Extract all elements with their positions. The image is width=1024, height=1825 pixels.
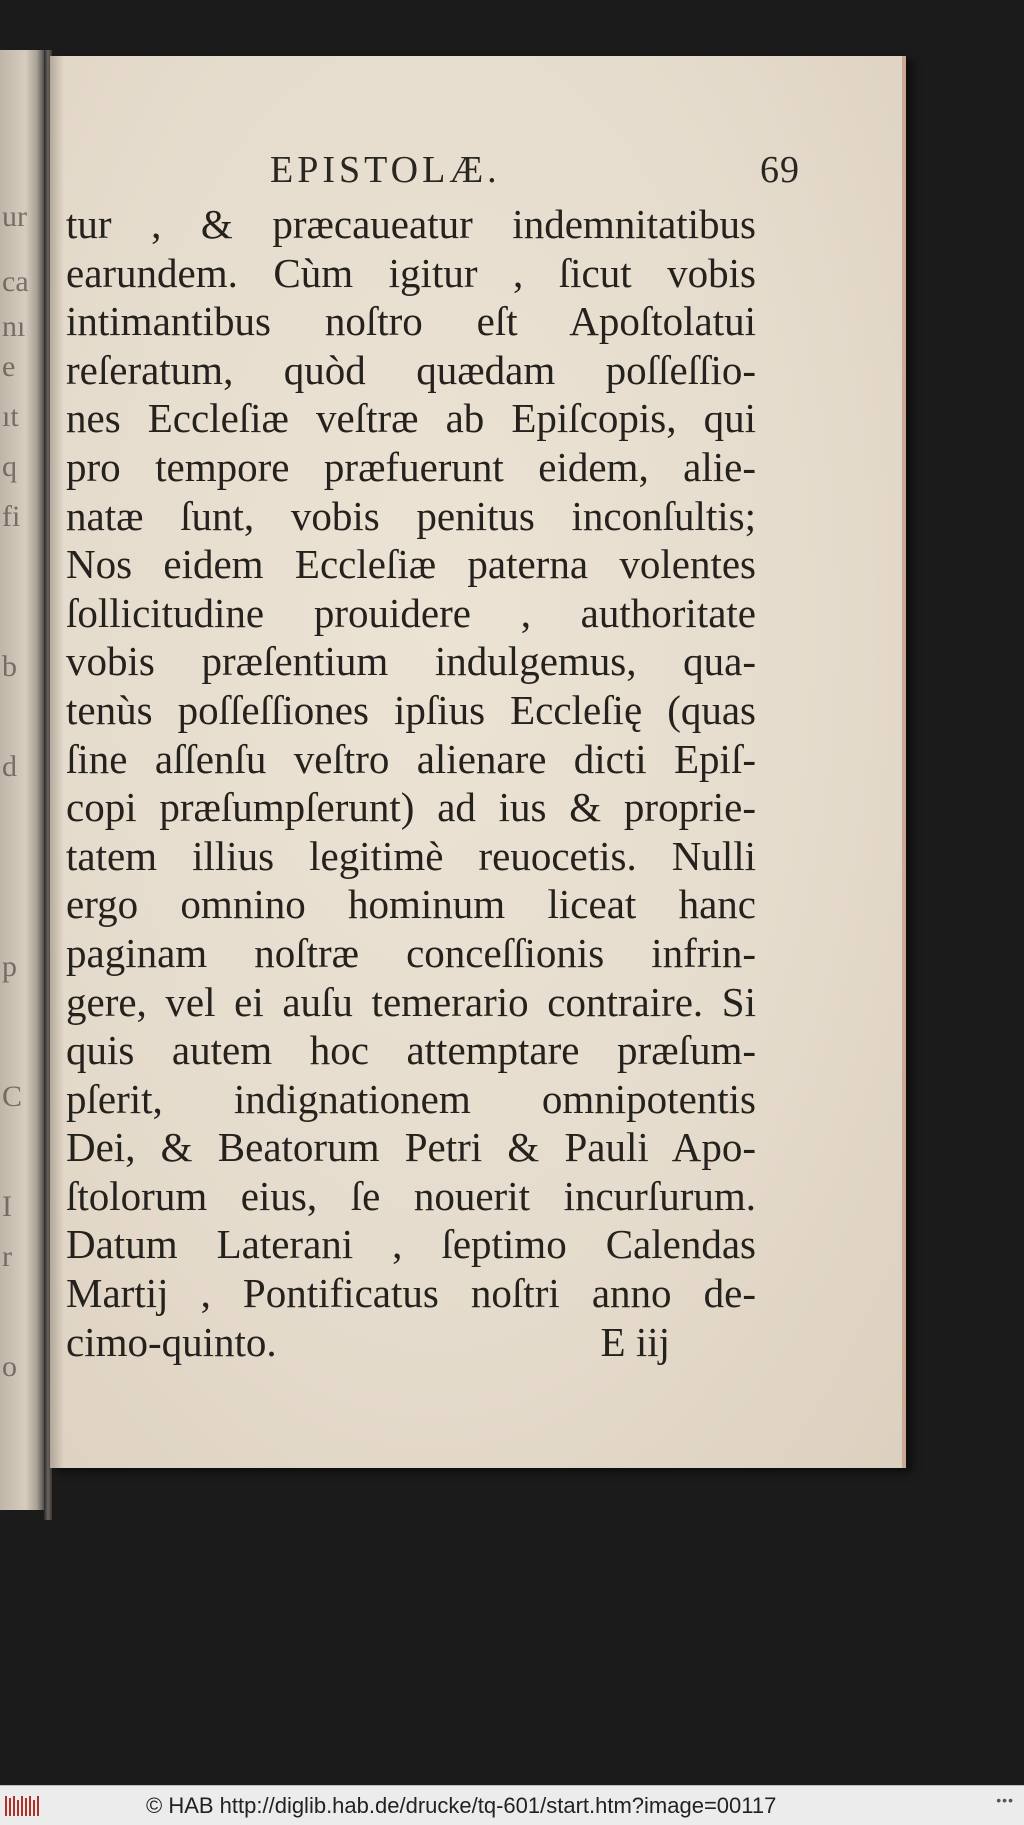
text-line: ergo omnino hominum liceat hanc [66, 881, 756, 928]
text-line: copi præſumpſerunt) ad ius & proprie- [66, 784, 756, 831]
text-line: Datum Laterani , ſeptimo Calendas [66, 1221, 756, 1268]
hab-logo-icon [4, 1794, 44, 1818]
text-line: Dei, & Beatorum Petri & Pauli Apo- [66, 1124, 756, 1171]
footer-copyright-link[interactable]: © HAB http://diglib.hab.de/drucke/tq-601/start.htm?image=00117 [146, 1793, 777, 1818]
text-line: quis autem hoc attemptare præſum- [66, 1027, 756, 1074]
text-line: tur , & præcaueatur indemnitatibus [66, 201, 756, 247]
menu-dots-icon[interactable]: ••• [996, 1792, 1014, 1808]
text-line: intimantibus noſtro eſt Apoſtolatui [66, 298, 756, 345]
text-line: tatem illius legitimè reuocetis. Nulli [66, 832, 756, 879]
previous-page-edge: ur ca nı e ıt q fi b d p C I r o [0, 50, 46, 1510]
text-line: Martij , Pontificatus noſtri anno de- [66, 1270, 756, 1317]
page-header [270, 148, 800, 196]
signature-mark: E iij [600, 1318, 670, 1365]
text-line: ſine aſſenſu veſtro alienare dicti Epiſ- [66, 735, 756, 782]
text-line: pro tempore præfuerunt eidem, alie- [66, 443, 756, 490]
text-line: earundem. Cùm igitur , ſicut vobis [66, 249, 756, 296]
text-line: ſollicitudine prouidere , authoritate [66, 589, 756, 636]
text-line: nes Eccleſiæ veſtræ ab Epiſcopis, qui [66, 395, 756, 442]
text-line: paginam noſtræ conceſſionis infrin- [66, 929, 756, 976]
last-line-text: cimo-quinto. [66, 1318, 277, 1365]
footer-bar [0, 1785, 1024, 1825]
text-line: reſeratum, quòd quædam poſſeſſio- [66, 346, 756, 393]
book-page [50, 56, 906, 1468]
text-line: gere, vel ei auſu temerario contraire. Si [66, 978, 756, 1025]
text-line: ſtolorum eius, ſe nouerit incurſurum. [66, 1172, 756, 1219]
text-line: tenùs poſſeſſiones ipſius Eccleſię (quas [66, 686, 756, 733]
page-number: 69 [760, 149, 800, 191]
running-head: EPISTOLÆ. [270, 149, 501, 191]
text-line: Nos eidem Eccleſiæ paterna volentes [66, 541, 756, 588]
text-line: vobis præſentium indulgemus, qua- [66, 638, 756, 685]
body-text [66, 200, 756, 1366]
last-text-line [66, 1318, 756, 1367]
text-line: natæ ſunt, vobis penitus inconſultis; [66, 492, 756, 539]
text-line: pſerit, indignationem omnipotentis [66, 1075, 756, 1122]
